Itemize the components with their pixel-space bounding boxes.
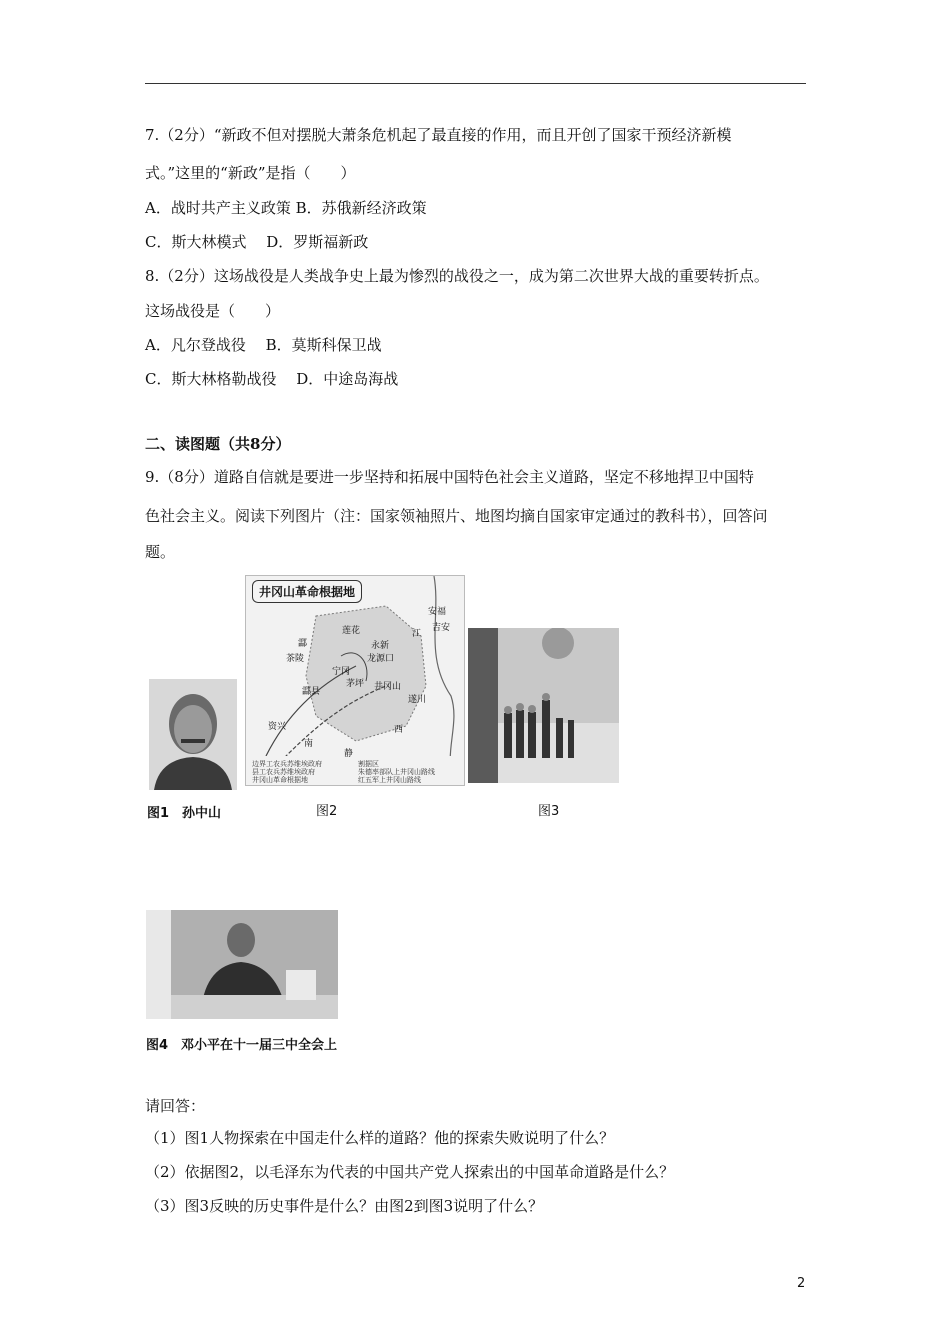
figure3-photo xyxy=(468,628,619,783)
map-label-longyuankou: 龙源口 xyxy=(367,654,395,664)
q9-stem-line3: 题。 xyxy=(145,543,176,561)
map-legend-item: 割据区 xyxy=(358,760,379,768)
sub-question-3: （3）图3反映的历史事件是什么？由图2到图3说明了什么？ xyxy=(145,1197,544,1215)
section-heading: 二、读图题（共8分） xyxy=(145,435,291,453)
q7-stem-line1: 7.（2分）“新政不但对摆脱大萧条危机起了最直接的作用，而且开创了国家干预经济新模 xyxy=(145,126,732,144)
sub-question-1: （1）图1人物探索在中国走什么样的道路？他的探索失败说明了什么？ xyxy=(145,1129,615,1147)
map-label-chaling: 茶陵 xyxy=(286,654,305,664)
map-legend-item: 边界工农兵苏维埃政府 xyxy=(252,760,322,768)
map-label-lingxian: 酃县 xyxy=(302,687,321,697)
map-label-zixing: 资兴 xyxy=(268,722,287,732)
q7-options-cd: C．斯大林模式 D．罗斯福新政 xyxy=(145,233,369,251)
map-label-maoping: 茅坪 xyxy=(346,679,365,689)
map-label-jian: 吉安 xyxy=(432,623,451,633)
map-legend-item: 红五军上井冈山路线 xyxy=(358,776,421,784)
figure3-caption: 图3 xyxy=(538,804,560,819)
header-rule xyxy=(145,83,806,84)
figure4-caption: 图4 邓小平在十一届三中全会上 xyxy=(146,1038,338,1053)
q9-stem-line2: 色社会主义。阅读下列图片（注：国家领袖照片、地图均摘自国家审定通过的教科书），回答问 xyxy=(145,507,768,525)
q8-options-cd: C．斯大林格勒战役 D．中途岛海战 xyxy=(145,370,399,388)
q8-stem-line2: 这场战役是（ ） xyxy=(145,302,281,320)
map-label-xi: 西 xyxy=(394,725,404,735)
q7-stem-line2: 式。”这里的“新政”是指（ ） xyxy=(145,164,356,182)
sub-question-2: （2）依据图2，以毛泽东为代表的中国共产党人探索出的中国革命道路是什么？ xyxy=(145,1163,675,1181)
map-label-ninggang: 宁冈 xyxy=(332,667,351,677)
map-label-anfu: 安福 xyxy=(428,607,447,617)
figure2-map xyxy=(245,575,465,786)
map-label-lianhua: 莲花 xyxy=(342,626,361,636)
map-label-ling: 酃 xyxy=(298,639,308,649)
map-legend-item: 井冈山革命根据地 xyxy=(252,776,308,784)
page-number: 2 xyxy=(797,1276,806,1291)
q8-options-ab: A．凡尔登战役 B．莫斯科保卫战 xyxy=(145,336,382,354)
map-label-jinggangshan: 井冈山 xyxy=(374,682,402,692)
map-title: 井冈山革命根据地 xyxy=(252,580,362,603)
map-legend-item: 县工农兵苏维埃政府 xyxy=(252,768,315,776)
map-label-nan: 南 xyxy=(304,739,314,749)
figure2-caption: 图2 xyxy=(316,804,338,819)
q7-options-ab: A．战时共产主义政策 B．苏俄新经济政策 xyxy=(145,199,427,217)
map-label-yongxin: 永新 xyxy=(371,641,390,651)
q8-stem-line1: 8.（2分）这场战役是人类战争史上最为惨烈的战役之一，成为第二次世界大战的重要转折点。 xyxy=(145,267,769,285)
answer-prompt: 请回答： xyxy=(145,1097,206,1115)
map-label-jiang: 江 xyxy=(412,629,422,639)
figure1-caption: 图1 孙中山 xyxy=(147,806,222,821)
map-legend-item: 朱德率部队上井冈山路线 xyxy=(358,768,435,776)
figure4-photo xyxy=(146,910,338,1019)
q9-stem-line1: 9.（8分）道路自信就是要进一步坚持和拓展中国特色社会主义道路，坚定不移地捍卫中国特 xyxy=(145,468,754,486)
figure1-portrait xyxy=(149,679,237,790)
map-label-suichuan: 遂川 xyxy=(408,695,427,705)
map-label-jing: 静 xyxy=(344,749,354,759)
